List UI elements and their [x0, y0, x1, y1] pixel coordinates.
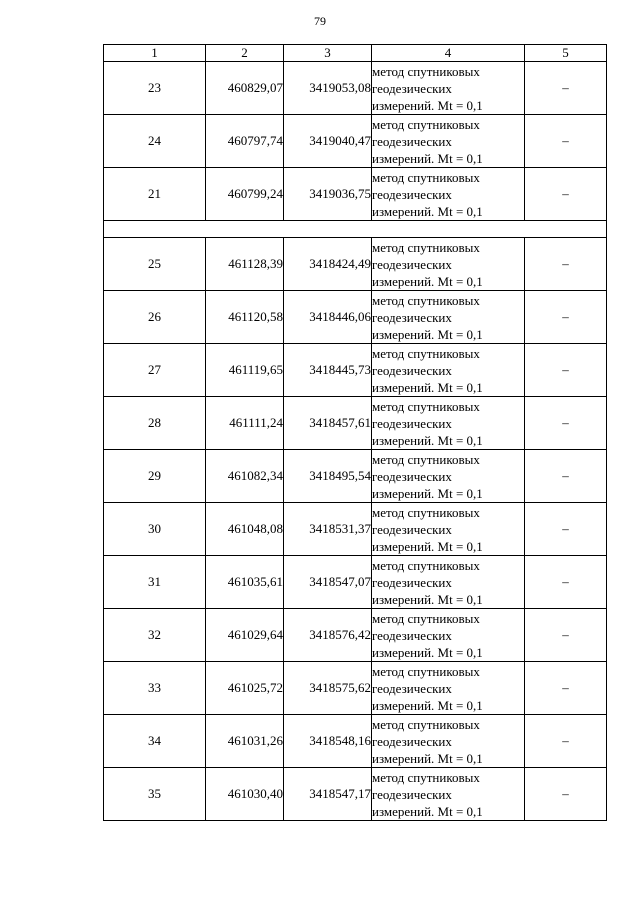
separator-cell	[104, 221, 607, 238]
method-line: метод спутниковых	[372, 769, 480, 785]
note-cell: –	[525, 768, 607, 821]
method-line: измерений. Mt = 0,1	[372, 432, 483, 448]
method-line: измерений. Mt = 0,1	[372, 203, 483, 219]
method-line: геодезических	[372, 256, 452, 272]
method-cell	[372, 503, 525, 556]
x-coordinate-cell: 461029,64	[206, 609, 284, 662]
method-line: геодезических	[372, 468, 452, 484]
method-line: метод спутниковых	[372, 398, 480, 414]
header-row	[104, 45, 607, 62]
x-coordinate-cell: 461120,58	[206, 291, 284, 344]
note-cell: –	[525, 662, 607, 715]
table-row	[104, 62, 607, 115]
method-line: геодезических	[372, 415, 452, 431]
x-coordinate-cell: 460797,74	[206, 115, 284, 168]
y-coordinate-cell: 3418445,73	[284, 344, 372, 397]
method-cell	[372, 609, 525, 662]
x-coordinate-cell: 461082,34	[206, 450, 284, 503]
x-coordinate-cell: 461111,24	[206, 397, 284, 450]
table-row	[104, 609, 607, 662]
method-line: геодезических	[372, 786, 452, 802]
point-number-cell: 32	[104, 609, 206, 662]
note-cell: –	[525, 238, 607, 291]
method-line: геодезических	[372, 309, 452, 325]
method-line: измерений. Mt = 0,1	[372, 697, 483, 713]
method-line: метод спутниковых	[372, 663, 480, 679]
note-cell: –	[525, 556, 607, 609]
method-line: измерений. Mt = 0,1	[372, 591, 483, 607]
method-cell	[372, 115, 525, 168]
method-line: геодезических	[372, 627, 452, 643]
method-line: метод спутниковых	[372, 610, 480, 626]
x-coordinate-cell: 460799,24	[206, 168, 284, 221]
table-row	[104, 344, 607, 397]
table-row	[104, 662, 607, 715]
method-line: метод спутниковых	[372, 716, 480, 732]
separator-row	[104, 221, 607, 238]
table-row	[104, 291, 607, 344]
y-coordinate-cell: 3418576,42	[284, 609, 372, 662]
note-cell: –	[525, 609, 607, 662]
y-coordinate-cell: 3418531,37	[284, 503, 372, 556]
method-line: измерений. Mt = 0,1	[372, 803, 483, 819]
x-coordinate-cell: 460829,07	[206, 62, 284, 115]
page-number: 79	[314, 14, 326, 28]
x-coordinate-cell: 461030,40	[206, 768, 284, 821]
y-coordinate-cell: 3419053,08	[284, 62, 372, 115]
header-cell-4: 4	[372, 45, 525, 62]
table-body	[104, 62, 607, 821]
note-cell: –	[525, 450, 607, 503]
method-line: геодезических	[372, 521, 452, 537]
header-cell-2: 2	[206, 45, 284, 62]
method-line: метод спутниковых	[372, 557, 480, 573]
point-number-cell: 34	[104, 715, 206, 768]
method-cell	[372, 662, 525, 715]
note-cell: –	[525, 503, 607, 556]
method-line: метод спутниковых	[372, 345, 480, 361]
point-number-cell: 26	[104, 291, 206, 344]
header-cell-3: 3	[284, 45, 372, 62]
point-number-cell: 28	[104, 397, 206, 450]
method-line: геодезических	[372, 186, 452, 202]
y-coordinate-cell: 3419040,47	[284, 115, 372, 168]
point-number-cell: 21	[104, 168, 206, 221]
method-line: измерений. Mt = 0,1	[372, 750, 483, 766]
y-coordinate-cell: 3418495,54	[284, 450, 372, 503]
method-line: метод спутниковых	[372, 292, 480, 308]
y-coordinate-cell: 3418457,61	[284, 397, 372, 450]
x-coordinate-cell: 461128,39	[206, 238, 284, 291]
table-row	[104, 450, 607, 503]
method-line: геодезических	[372, 680, 452, 696]
y-coordinate-cell: 3418548,16	[284, 715, 372, 768]
point-number-cell: 29	[104, 450, 206, 503]
note-cell: –	[525, 344, 607, 397]
table-row	[104, 168, 607, 221]
method-cell	[372, 291, 525, 344]
point-number-cell: 35	[104, 768, 206, 821]
method-line: метод спутниковых	[372, 63, 480, 79]
note-cell: –	[525, 168, 607, 221]
method-line: метод спутниковых	[372, 116, 480, 132]
method-line: геодезических	[372, 80, 452, 96]
y-coordinate-cell: 3418446,06	[284, 291, 372, 344]
x-coordinate-cell: 461031,26	[206, 715, 284, 768]
table-row	[104, 768, 607, 821]
point-number-cell: 33	[104, 662, 206, 715]
x-coordinate-cell: 461035,61	[206, 556, 284, 609]
x-coordinate-cell: 461119,65	[206, 344, 284, 397]
method-cell	[372, 344, 525, 397]
table-row	[104, 715, 607, 768]
y-coordinate-cell: 3418424,49	[284, 238, 372, 291]
method-line: измерений. Mt = 0,1	[372, 273, 483, 289]
note-cell: –	[525, 62, 607, 115]
method-line: геодезических	[372, 574, 452, 590]
method-line: геодезических	[372, 133, 452, 149]
header-cell-1: 1	[104, 45, 206, 62]
method-line: измерений. Mt = 0,1	[372, 379, 483, 395]
method-line: метод спутниковых	[372, 451, 480, 467]
method-line: измерений. Mt = 0,1	[372, 326, 483, 342]
x-coordinate-cell: 461025,72	[206, 662, 284, 715]
method-line: геодезических	[372, 733, 452, 749]
note-cell: –	[525, 291, 607, 344]
x-coordinate-cell: 461048,08	[206, 503, 284, 556]
y-coordinate-cell: 3418547,07	[284, 556, 372, 609]
y-coordinate-cell: 3418547,17	[284, 768, 372, 821]
method-line: метод спутниковых	[372, 504, 480, 520]
point-number-cell: 27	[104, 344, 206, 397]
table-row	[104, 115, 607, 168]
table-row	[104, 556, 607, 609]
table-row	[104, 238, 607, 291]
note-cell: –	[525, 397, 607, 450]
y-coordinate-cell: 3419036,75	[284, 168, 372, 221]
method-cell	[372, 168, 525, 221]
point-number-cell: 30	[104, 503, 206, 556]
point-number-cell: 31	[104, 556, 206, 609]
method-cell	[372, 450, 525, 503]
y-coordinate-cell: 3418575,62	[284, 662, 372, 715]
header-cell-5: 5	[525, 45, 607, 62]
point-number-cell: 23	[104, 62, 206, 115]
point-number-cell: 25	[104, 238, 206, 291]
note-cell: –	[525, 715, 607, 768]
method-line: измерений. Mt = 0,1	[372, 644, 483, 660]
method-line: измерений. Mt = 0,1	[372, 538, 483, 554]
method-cell	[372, 556, 525, 609]
method-line: измерений. Mt = 0,1	[372, 485, 483, 501]
table-row	[104, 503, 607, 556]
method-cell	[372, 715, 525, 768]
method-cell	[372, 62, 525, 115]
method-cell	[372, 238, 525, 291]
note-cell: –	[525, 115, 607, 168]
method-line: измерений. Mt = 0,1	[372, 97, 483, 113]
method-cell	[372, 397, 525, 450]
coordinates-table	[103, 44, 607, 821]
point-number-cell: 24	[104, 115, 206, 168]
method-line: геодезических	[372, 362, 452, 378]
method-line: метод спутниковых	[372, 239, 480, 255]
method-line: метод спутниковых	[372, 169, 480, 185]
method-line: измерений. Mt = 0,1	[372, 150, 483, 166]
table-row	[104, 397, 607, 450]
method-cell	[372, 768, 525, 821]
